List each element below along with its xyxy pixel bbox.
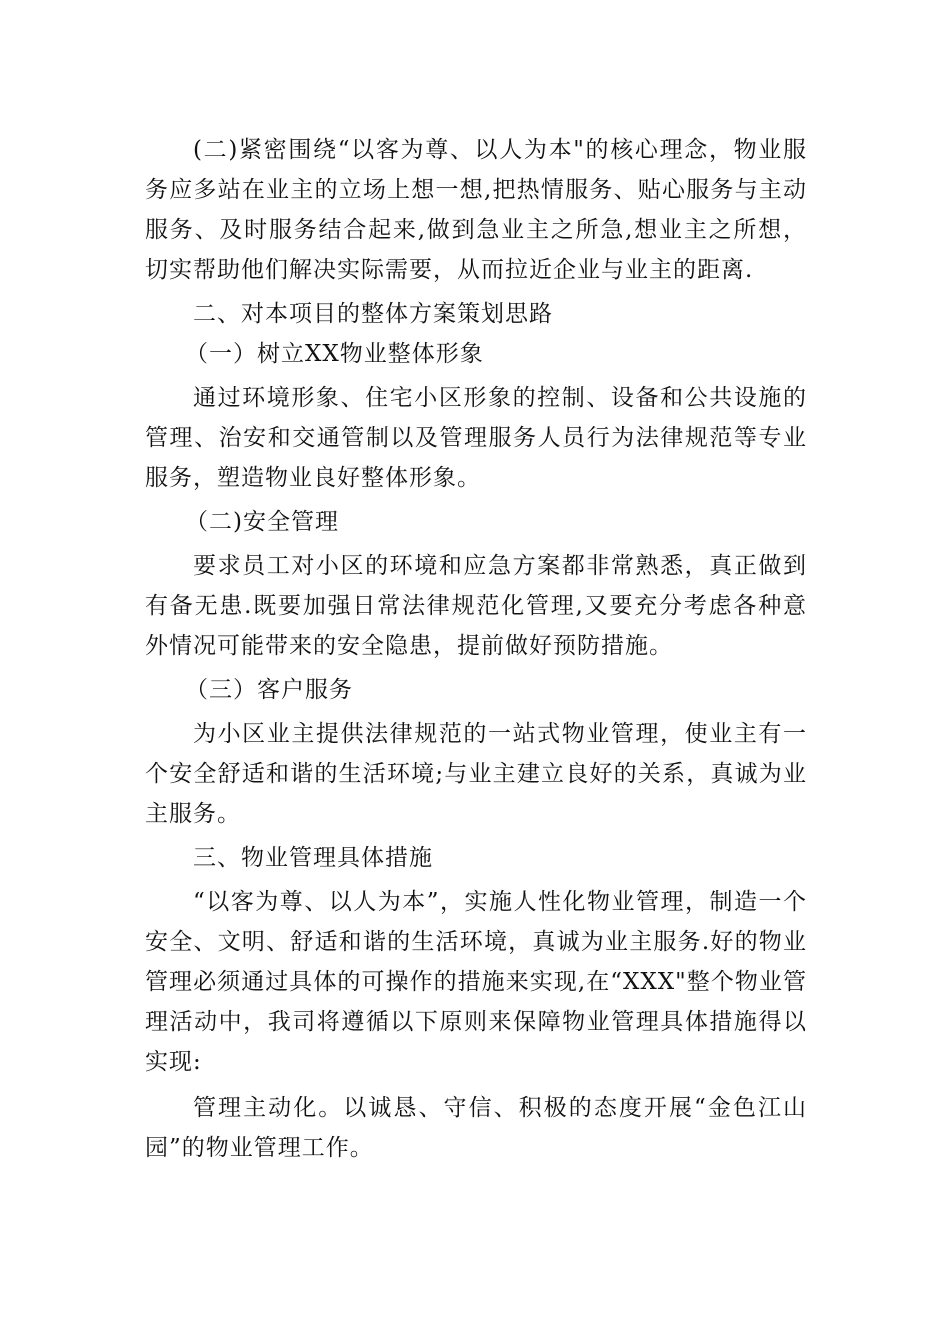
paragraph-core-concept: (二)紧密围绕“以客为尊、以人为本"的核心理念，物业服务应多站在业主的立场上想一想,把热情服务、贴心服务与主动服务、及时服务结合起来,做到急业主之所急,想业主之所想，切实帮助他们解决实际需要，从而拉近企业与业主的距离. [145,137,807,283]
paragraph-customer-service: 为小区业主提供法律规范的一站式物业管理，使业主有一个安全舒适和谐的生活环境;与业主建立良好的关系，真诚为业主服务。 [145,721,807,827]
subheading-customer-service: （三）客户服务 [185,677,353,703]
paragraph-image: 通过环境形象、住宅小区形象的控制、设备和公共设施的管理、治安和交通管制以及管理服务人员行为法律规范等专业服务，塑造物业良好整体形象。 [145,385,807,491]
subheading-security: （二)安全管理 [185,509,339,535]
paragraph-security: 要求员工对小区的环境和应急方案都非常熟悉，真正做到有备无患.既要加强日常法律规范化管理,又要充分考虑各种意外情况可能带来的安全隐患，提前做好预防措施。 [145,553,807,659]
section-heading-three: 三、物业管理具体措施 [193,845,433,871]
subheading-image: （一）树立XX物业整体形象 [185,341,484,367]
paragraph-proactive-management: 管理主动化。以诚恳、守信、积极的态度开展“金色江山园”的物业管理工作。 [145,1095,807,1161]
document-body [145,130,807,1168]
section-heading-two: 二、对本项目的整体方案策划思路 [193,301,553,327]
paragraph-measures: “以客为尊、以人为本”，实施人性化物业管理，制造一个安全、文明、舒适和谐的生活环境，真诚为业主服务.好的物业管理必须通过具体的可操作的措施来实现,在“XXX"整个物业管理活动中，我司将遵循以下原则来保障物业管理具体措施得以实现: [145,889,807,1075]
